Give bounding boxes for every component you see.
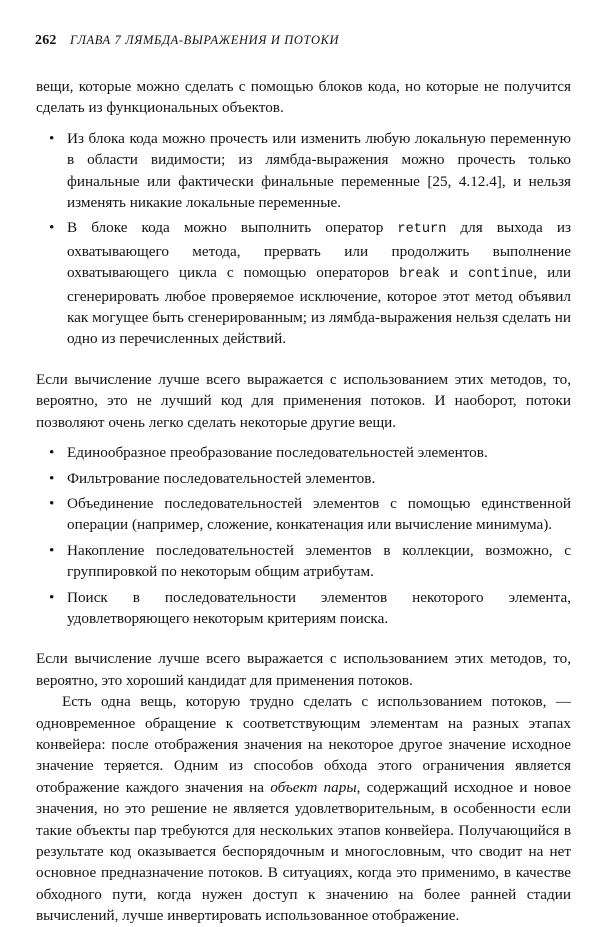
bullet-icon: • — [49, 588, 55, 606]
bullet-list-block-abilities — [36, 128, 571, 350]
text-run: Есть одна вещь, которую трудно сделать с использованием потоков, — одновременное обращение к соответствующим элементам на разных этапах конвейера: после отображения значения на некоторое другое значение исходное значение теряется. Одним из способов обхода этого ограничения является отображение каждого значения на — [36, 693, 571, 796]
list-item-text: Фильтрование последовательностей элементов. — [67, 469, 376, 487]
text-run: В блоке кода можно выполнить оператор — [67, 219, 398, 237]
list-item — [49, 587, 571, 630]
bullet-icon: • — [49, 469, 55, 487]
bullet-icon: • — [49, 219, 55, 237]
list-item-text: Накопление последовательностей элементов в коллекции, возможно, с группировкой по некоторым общим атрибутам. — [67, 541, 571, 581]
paragraph-indented — [36, 691, 571, 926]
list-item — [49, 493, 571, 536]
bullet-icon: • — [49, 494, 55, 512]
list-item-text: Объединение последовательностей элементов с помощью единственной операции (например, сложение, конкатенация или вычисление минимума). — [67, 494, 571, 534]
page-number: 262 — [35, 33, 57, 48]
text-run: и — [439, 264, 469, 282]
code-return: return — [397, 222, 447, 238]
paragraph: Если вычисление лучше всего выражается с использованием этих методов, то, вероятно, это не лучший код для применения потоков. И наоборот, потоки позволяют очень легко сделать некоторые другие вещи. — [36, 370, 571, 431]
list-item-text: Единообразное преобразование последовательностей элементов. — [67, 444, 488, 462]
list-item — [49, 540, 571, 583]
bullet-icon: • — [49, 444, 55, 462]
list-item-text — [67, 219, 571, 347]
page-body — [36, 76, 571, 927]
list-item — [49, 217, 571, 349]
text-run: , содержащий исходное и новое значения, но это решение не является удовлетворительным, в особенности если такие объекты пар требуются для нескольких этапов конвейера. Получающийся в результате код оказывается беспорядочным и многословным, что сводит на нет основное предназначение потоков. В ситуациях, когда это применимо, в качестве обходного пути, когда нужен доступ к значению на более ранней стадии вычислений, лучше инвертировать использованное отображение. — [36, 778, 572, 925]
text-run: для выхода из охватывающего метода, прервать или продолжить выполнение охватывающего цикла с помощью операторов — [67, 219, 571, 282]
code-break: break — [399, 267, 440, 283]
spacer — [36, 638, 571, 648]
paragraph: Если вычисление лучше всего выражается с использованием этих методов, то, вероятно, это хороший кандидат для применения потоков. — [36, 650, 571, 689]
chapter-label: ГЛАВА 7 ЛЯМБДА-ВЫРАЖЕНИЯ И ПОТОКИ — [69, 33, 340, 47]
bullet-icon: • — [49, 129, 55, 147]
code-continue: continue — [468, 267, 534, 283]
list-item-text: Из блока кода можно прочесть или изменить любую локальную переменную в области видимости; из лямбда-выражения можно прочесть только финальные или фактически финальные переменные [25, 4.12.4], и нельзя изменять никакие локальные переменные. — [67, 129, 571, 212]
list-item-text: Поиск в последовательности элементов некоторого элемента, удовлетворяющего некоторым критериям поиска. — [67, 588, 571, 627]
list-item — [49, 442, 571, 463]
paragraph-continuation: вещи, которые можно сделать с помощью блоков кода, но которые не получится сделать из функциональных объектов. — [36, 78, 571, 117]
spacer — [36, 359, 571, 369]
list-item — [49, 128, 571, 214]
text-run: , или сгенерировать любое проверяемое исключение, которое этот метод объявил как могущее быть сгенерированным; из лямбда-выражения нельзя сделать ни одно из перечисленных действий. — [67, 264, 571, 348]
list-item — [49, 468, 571, 489]
bullet-list-stream-abilities — [36, 442, 571, 629]
running-header — [35, 33, 339, 49]
emphasis-term: объект пары — [270, 778, 357, 796]
bullet-icon: • — [49, 541, 55, 559]
